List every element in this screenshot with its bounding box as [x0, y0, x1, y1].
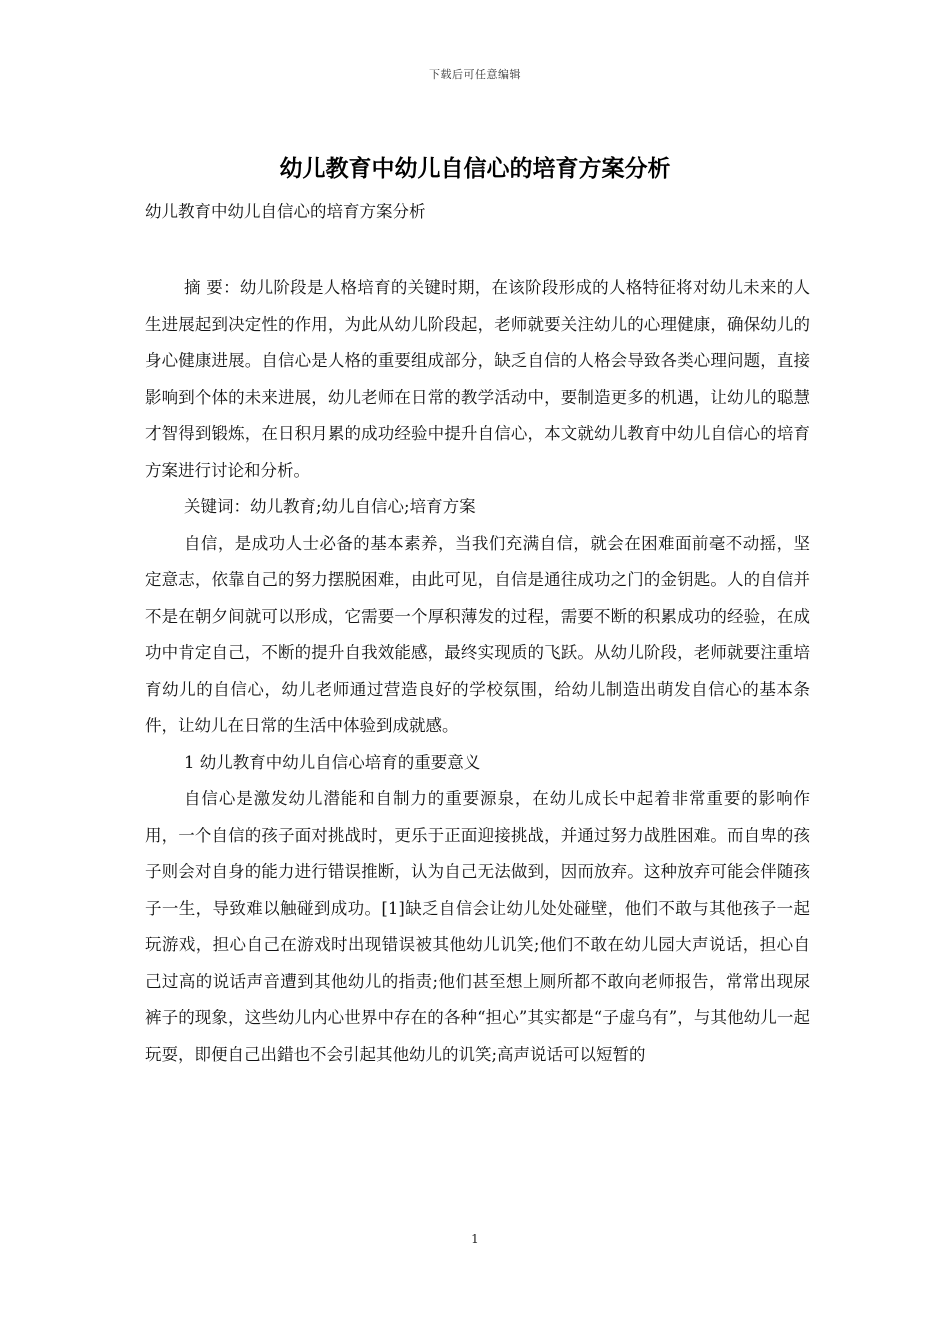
intro-paragraph: 自信，是成功人士必备的基本素养，当我们充满自信，就会在困难面前毫不动摇，坚定意志，依靠自己的努力摆脱困难，由此可见，自信是通往成功之门的金钥匙。人的自信并不是在朝夕间就可以形成，它需要一个厚积薄发的过程，需要不断的积累成功的经验，在成功中肯定自己，不断的提升自我效能感，最终实现质的飞跃。从幼儿阶段，老师就要注重培育幼儿的自信心，幼儿老师通过营造良好的学校氛围，给幼儿制造出萌发自信心的基本条件，让幼儿在日常的生活中体验到成就感。 [145, 533, 810, 735]
abstract-paragraph: 摘 要：幼儿阶段是人格培育的关键时期，在该阶段形成的人格特征将对幼儿未来的人生进展起到决定性的作用，为此从幼儿阶段起，老师就要关注幼儿的心理健康，确保幼儿的身心健康进展。自信心是人格的重要组成部分，缺乏自信的人格会导致各类心理问题，直接影响到个体的未来进展，幼儿老师在日常的教学活动中，要制造更多的机遇，让幼儿的聪慧才智得到锻炼，在日积月累的成功经验中提升自信心，本文就幼儿教育中幼儿自信心的培育方案进行讨论和分析。 [145, 278, 810, 480]
section-heading-1: 1 幼儿教育中幼儿自信心培育的重要意义 [184, 752, 481, 772]
page-number: 1 [471, 1232, 479, 1246]
body-text [145, 270, 810, 1073]
header-note: 下载后可任意编辑 [429, 68, 521, 81]
document-title: 幼儿教育中幼儿自信心的培育方案分析 [279, 156, 671, 182]
section-1-paragraph: 自信心是激发幼儿潜能和自制力的重要源泉，在幼儿成长中起着非常重要的影响作用，一个自信的孩子面对挑战时，更乐于正面迎接挑战，并通过努力战胜困难。而自卑的孩子则会对自身的能力进行错误推断，认为自己无法做到，因而放弃。这种放弃可能会伴随孩子一生，导致难以触碰到成功。[1]缺乏自信会让幼儿处处碰壁，他们不敢与其他孩子一起玩游戏，担心自己在游戏时出现错误被其他幼儿讥笑;他们不敢在幼儿园大声说话，担心自己过高的说话声音遭到其他幼儿的指责;他们甚至想上厕所都不敢向老师报告，常常出现尿裤子的现象，这些幼儿内心世界中存在的各种“担心”其实都是“子虚乌有”，与其他幼儿一起玩耍，即便自己出錯也不会引起其他幼儿的讥笑;高声说话可以短暂的 [145, 789, 810, 1064]
document-subtitle: 幼儿教育中幼儿自信心的培育方案分析 [145, 202, 426, 221]
keywords-line: 关键词：幼儿教育;幼儿自信心;培育方案 [184, 497, 476, 516]
